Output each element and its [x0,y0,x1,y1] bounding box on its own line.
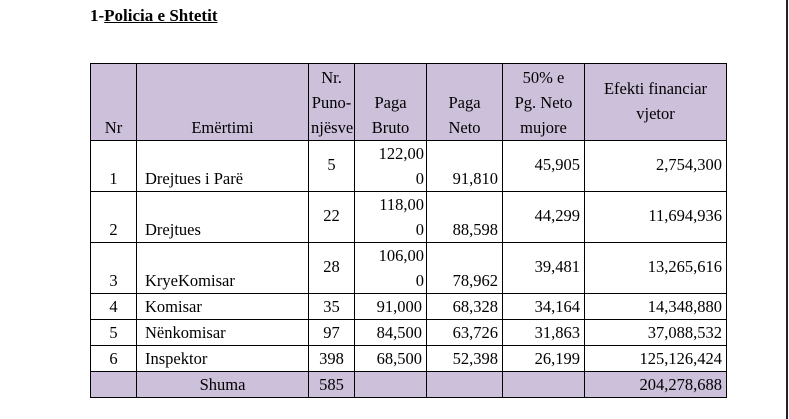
cell-annual-effect: 13,265,616 [585,243,727,294]
cell-employees: 5 [309,141,355,192]
cell-net: 52,398 [427,346,503,372]
cell-half-net: 45,905 [503,141,585,192]
cell-gross: 68,500 [355,346,427,372]
cell-nr: 1 [91,141,137,192]
table-row [91,346,727,372]
header-employees-line: njësve [311,118,354,137]
cell-annual-effect: 11,694,936 [585,192,727,243]
cell-half-net: 44,299 [503,192,585,243]
cell-net: 91,810 [427,141,503,192]
cell-half-net: 31,863 [503,320,585,346]
title-text: Policia e Shtetit [104,6,218,25]
header-net-line: Neto [448,118,481,137]
cell-annual-effect: 2,754,300 [585,141,727,192]
header-gross-line: Bruto [371,118,410,137]
cell-gross-part: 0 [415,169,424,188]
table-row [91,141,727,192]
section-title [90,6,217,26]
header-effect-line: Efekti financiar [603,79,708,98]
cell-employees: 398 [309,346,355,372]
cell-name: Komisar [137,294,309,320]
header-employees-line: Nr. [321,68,342,87]
header-effect-line: vjetor [636,104,675,123]
cell-gross-part: 0 [415,220,424,239]
table-row [91,320,727,346]
cell-gross [355,192,427,243]
cell-net: 88,598 [427,192,503,243]
cell-half-net: 26,199 [503,346,585,372]
cell-nr: 4 [91,294,137,320]
cell-gross-part: 0 [415,271,424,290]
total-empty-cell [355,372,427,398]
table-row [91,192,727,243]
header-row [91,64,727,141]
header-employees-line: Puno- [311,93,352,112]
cell-annual-effect: 14,348,880 [585,294,727,320]
header-half-line: 50% e [522,68,565,87]
header-name: Emërtimi [137,64,309,141]
salary-table [90,63,727,398]
cell-employees: 97 [309,320,355,346]
cell-gross: 91,000 [355,294,427,320]
cell-half-net: 39,481 [503,243,585,294]
header-net-line: Paga [448,93,481,112]
cell-employees: 22 [309,192,355,243]
cell-gross-part: 118,00 [379,195,424,214]
header-gross-line: Paga [374,93,407,112]
table-row [91,243,727,294]
total-empty-cell [91,372,137,398]
cell-name: KryeKomisar [137,243,309,294]
header-annual-effect [585,64,727,141]
title-prefix: 1- [90,6,105,25]
total-empty-cell [427,372,503,398]
total-label: Shuma [137,372,309,398]
cell-gross-part: 122,00 [378,144,424,163]
header-gross [355,64,427,141]
cell-annual-effect: 125,126,424 [585,346,727,372]
cell-name: Drejtues i Parë [137,141,309,192]
header-half-net [503,64,585,141]
cell-half-net: 34,164 [503,294,585,320]
cell-nr: 2 [91,192,137,243]
cell-net: 63,726 [427,320,503,346]
header-employees [309,64,355,141]
cell-gross: 84,500 [355,320,427,346]
cell-gross [355,141,427,192]
cell-nr: 6 [91,346,137,372]
cell-name: Inspektor [137,346,309,372]
header-nr: Nr [91,64,137,141]
cell-employees: 28 [309,243,355,294]
cell-nr: 5 [91,320,137,346]
page-edge-line [786,0,788,419]
header-half-line: mujore [520,118,567,137]
cell-employees: 35 [309,294,355,320]
header-half-line: Pg. Neto [514,93,573,112]
cell-net: 78,962 [427,243,503,294]
cell-net: 68,328 [427,294,503,320]
total-employees: 585 [309,372,355,398]
total-row [91,372,727,398]
total-empty-cell [503,372,585,398]
total-annual-effect: 204,278,688 [585,372,727,398]
cell-annual-effect: 37,088,532 [585,320,727,346]
header-net [427,64,503,141]
table-row [91,294,727,320]
cell-gross [355,243,427,294]
cell-nr: 3 [91,243,137,294]
cell-name: Nënkomisar [137,320,309,346]
cell-name: Drejtues [137,192,309,243]
cell-gross-part: 106,00 [378,246,424,265]
